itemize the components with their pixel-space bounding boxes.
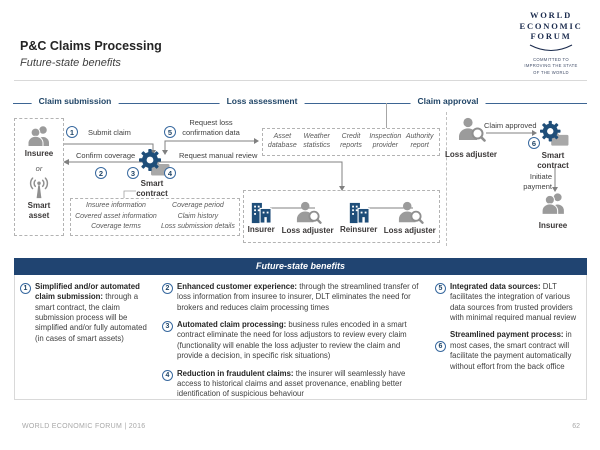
phase-claim-approval: Claim approval bbox=[411, 96, 486, 106]
benefit-item-5 bbox=[435, 282, 581, 323]
footer-source: WORLD ECONOMIC FORUM | 2016 bbox=[22, 423, 146, 430]
header-divider bbox=[14, 80, 587, 81]
benefit-body: DLT facilitates the integration of various data sources from trusted providers with minimal required manual review bbox=[450, 282, 577, 323]
benefit-number: 3 bbox=[162, 321, 173, 332]
phase-tick bbox=[386, 103, 387, 128]
loss-adjuster-person-icon bbox=[294, 201, 322, 225]
reinsurer-buildings-icon bbox=[345, 202, 373, 224]
insuree-right-people-icon bbox=[540, 192, 567, 215]
benefit-item-6 bbox=[435, 330, 581, 371]
phase-separator bbox=[446, 112, 447, 246]
wef-logo-line: ECONOMIC bbox=[519, 20, 583, 31]
benefit-title: Reduction in fraudulent claims: bbox=[177, 368, 294, 378]
wef-logo-line: WORLD bbox=[529, 10, 573, 20]
benefit-title: Automated claim processing: bbox=[177, 320, 287, 330]
party-loss-adjuster-2 bbox=[384, 201, 436, 235]
wef-logo-line: FORUM bbox=[530, 31, 572, 42]
benefit-body: the insurer will seamlessly have access to historical claims and asset provenance, enabling better identification of suspicious behaviour bbox=[177, 368, 406, 399]
step-circle-1: 1 bbox=[66, 126, 78, 138]
benefit-number: 5 bbox=[435, 283, 446, 294]
benefit-number: 1 bbox=[20, 283, 31, 294]
confirm-coverage-label: Confirm coverage bbox=[76, 151, 136, 160]
benefit-title: Streamlined payment process: bbox=[450, 330, 564, 340]
step-circle-6: 6 bbox=[528, 137, 540, 149]
benefit-title: Integrated data sources: bbox=[450, 282, 541, 291]
benefit-body: business rules encoded in a smart contract eliminate the need for loss adjustors to review every claim (functionality will enable the loss adjuster to review the claim and provide a decision, in specific risk situations) bbox=[177, 320, 407, 361]
wef-logo bbox=[512, 10, 590, 42]
step-circle-2: 2 bbox=[95, 167, 107, 179]
data-source: Weather statistics bbox=[303, 133, 331, 149]
phase-claim-submission: Claim submission bbox=[32, 96, 119, 106]
loss-adjuster-label: Loss adjuster bbox=[383, 226, 436, 235]
page-subtitle: Future-state benefits bbox=[20, 57, 121, 69]
benefit-body: through a smart contract, the claim submission process will be simplified and/or fully automated (in cases of smart assets) bbox=[35, 292, 147, 343]
party-insurer bbox=[247, 202, 275, 234]
or-label: or bbox=[35, 164, 43, 173]
benefits-box bbox=[14, 275, 587, 400]
insurer-buildings-icon bbox=[247, 202, 275, 224]
contract-info-left: Insuree information Covered asset information Coverage terms bbox=[75, 202, 157, 231]
benefit-number: 2 bbox=[162, 283, 173, 294]
request-loss-confirmation-label: Request loss confirmation data bbox=[182, 118, 240, 137]
wef-logo-arc-icon bbox=[512, 44, 590, 54]
wef-logo-tagline: COMMITTED TO IMPROVING THE STATE OF THE WORLD bbox=[524, 57, 578, 75]
benefit-number: 4 bbox=[162, 370, 173, 381]
loss-adjuster-right-label: Loss adjuster bbox=[444, 150, 497, 159]
benefit-item-1 bbox=[20, 282, 153, 344]
benefit-body: in most cases, the smart contract will facilitate the payment automatically without effort from the back office bbox=[450, 330, 572, 371]
phase-loss-assessment: Loss assessment bbox=[220, 96, 305, 106]
data-source: Asset database bbox=[267, 133, 297, 149]
loss-adjuster-person-icon bbox=[396, 201, 424, 225]
benefits-header: Future-state benefits bbox=[14, 258, 587, 275]
benefits-column-2 bbox=[162, 282, 426, 399]
benefit-item-2 bbox=[162, 282, 426, 313]
insuree-smart-asset-box bbox=[14, 118, 64, 236]
insuree-right-label: Insuree bbox=[538, 221, 568, 230]
contract-info-box bbox=[70, 198, 240, 236]
smart-contract-right-icon bbox=[538, 120, 570, 148]
loss-adjuster-label: Loss adjuster bbox=[281, 226, 334, 235]
data-sources-box bbox=[262, 128, 440, 156]
step-circle-3: 3 bbox=[127, 167, 139, 179]
step-circle-4: 4 bbox=[164, 167, 176, 179]
submit-claim-label: Submit claim bbox=[88, 128, 131, 137]
party-loss-adjuster bbox=[282, 201, 334, 235]
benefit-item-3 bbox=[162, 320, 426, 361]
step-circle-5: 5 bbox=[164, 126, 176, 138]
benefit-item-4 bbox=[162, 369, 426, 400]
benefit-number: 6 bbox=[435, 341, 446, 352]
benefit-title: Enhanced customer experience: bbox=[177, 282, 298, 291]
smart-asset-antenna-icon bbox=[28, 177, 50, 199]
claim-approved-label: Claim approved bbox=[484, 121, 537, 130]
benefits-column-1 bbox=[20, 282, 153, 399]
parties-box bbox=[243, 190, 440, 243]
smart-asset-label: Smart asset bbox=[27, 201, 51, 220]
smart-contract-right-label: Smart contract bbox=[537, 151, 569, 170]
insuree-label: Insuree bbox=[24, 149, 54, 158]
benefit-body: through the streamlined transfer of loss information from insuree to insurer, DLT eliminates the need for brokers and reduces claim processing times bbox=[177, 282, 419, 312]
contract-info-right: Coverage period Claim history Loss submission details bbox=[160, 202, 235, 231]
smart-contract-label: Smart contract bbox=[136, 179, 168, 198]
party-reinsurer bbox=[340, 202, 377, 234]
initiate-payment-label: Initiate payment bbox=[523, 172, 552, 191]
loss-adjuster-right-icon bbox=[456, 117, 486, 143]
data-source: Authority report bbox=[405, 133, 434, 149]
insuree-people-icon bbox=[26, 125, 52, 147]
reinsurer-label: Reinsurer bbox=[339, 225, 378, 234]
page-number: 62 bbox=[572, 423, 580, 430]
benefits-column-3 bbox=[435, 282, 581, 399]
benefit-title: Simplified and/or automated claim submission: bbox=[35, 282, 140, 302]
insurer-label: Insurer bbox=[247, 225, 275, 234]
data-source: Inspection provider bbox=[369, 133, 402, 149]
request-manual-review-label: Request manual review bbox=[179, 151, 258, 160]
data-source: Credit reports bbox=[340, 133, 362, 149]
page-title: P&C Claims Processing bbox=[20, 39, 162, 53]
